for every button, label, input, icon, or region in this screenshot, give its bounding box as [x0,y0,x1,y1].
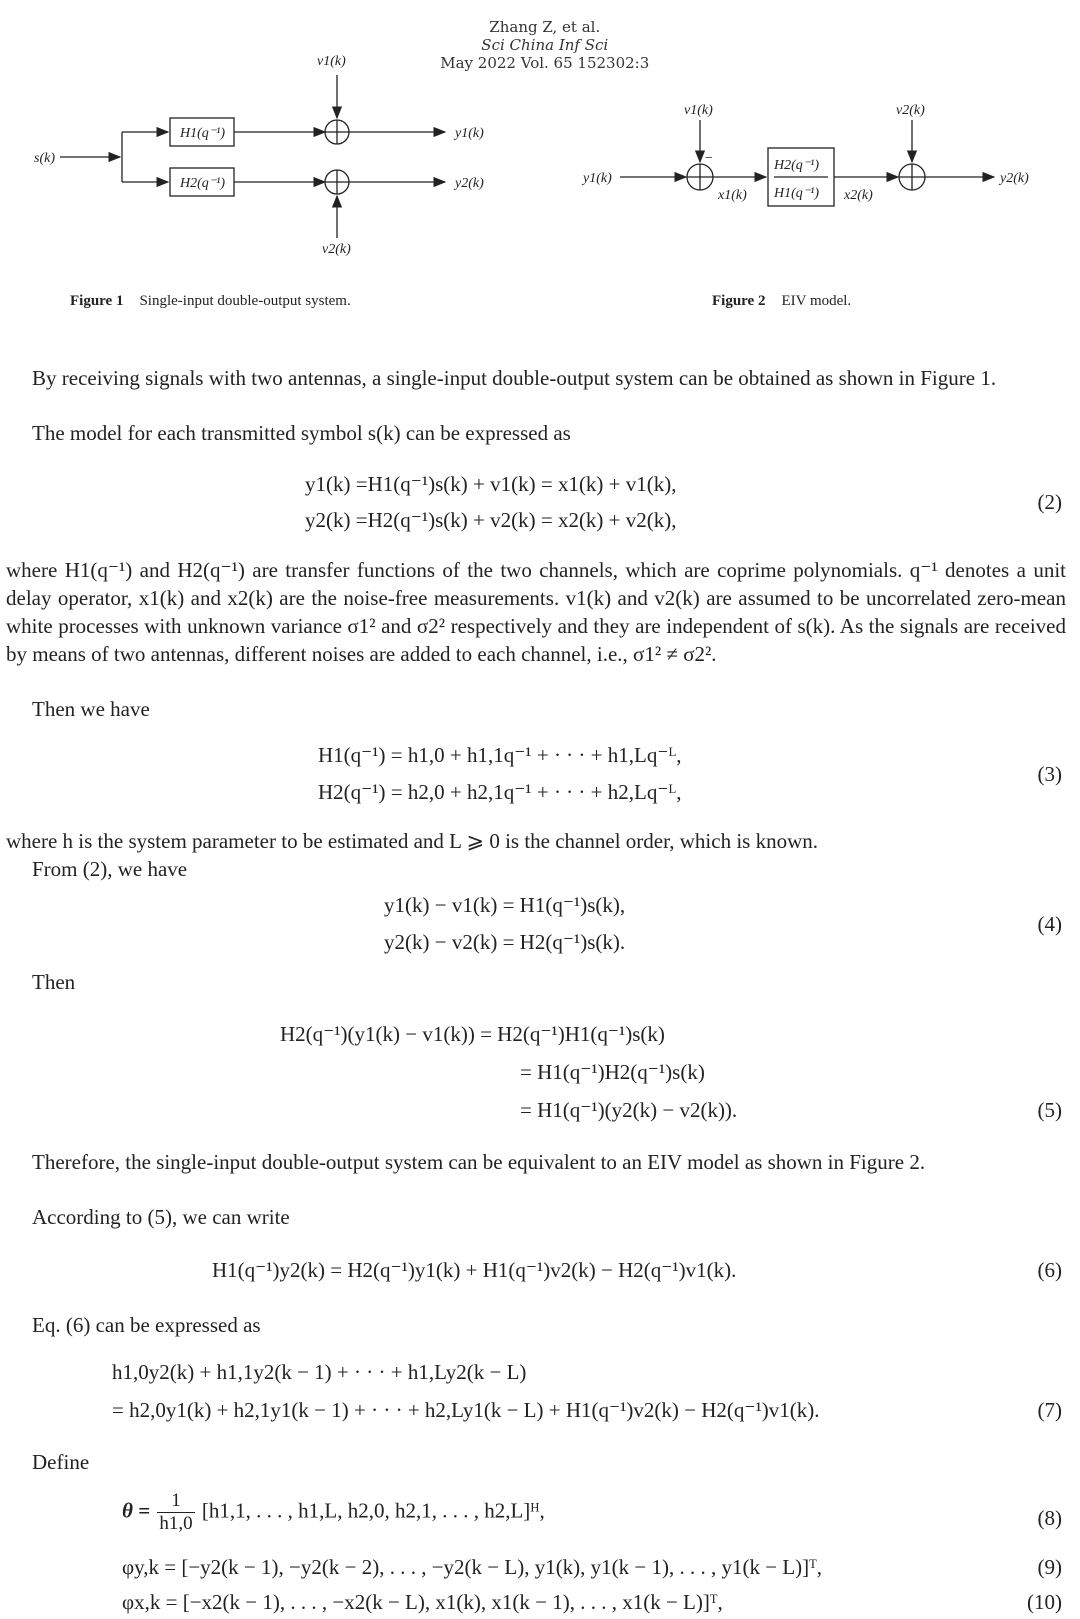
paragraph-4: Then we have [32,697,150,721]
eq8-frac-numerator: 1 [157,1490,194,1513]
fig1-h2-label: H2(q⁻¹) [180,176,226,191]
fig2-minus-sign: − [704,151,714,166]
eq4-line2: y2(k) − v2(k) = H2(q⁻¹)s(k). [384,930,626,954]
header-journal: Sci China Inf Sci [481,36,609,54]
eq8-lhs: θ = [122,1498,151,1523]
fig2-v2-label: v2(k) [896,103,925,118]
eq8-frac-denominator: h1,0 [159,1513,193,1534]
eq3-number: (3) [1037,762,1062,786]
eq6-number: (6) [1037,1258,1062,1282]
eq7-line1: h1,0y2(k) + h1,1y2(k − 1) + · · · + h1,Ly2(k − L) [112,1360,527,1384]
eq2-line1: y1(k) =H1(q⁻¹)s(k) + v1(k) = x1(k) + v1(k), [305,472,677,496]
eq5-line3: = H1(q⁻¹)(y2(k) − v2(k)). [520,1098,738,1122]
fig2-block-numerator: H2(q⁻¹) [774,158,820,173]
eq8 [122,1490,545,1535]
paragraph-7: Then [32,970,76,994]
eq9: φy,k = [−y2(k − 1), −y2(k − 2), . . . , −y2(k − L), y1(k), y1(k − 1), . . . , y1(k − L)]ᵀ, [122,1555,823,1579]
eq3-line2: H2(q⁻¹) = h2,0 + h2,1q⁻¹ + · · · + h2,Lq⁻ᴸ, [318,780,682,804]
paragraph-9: According to (5), we can write [32,1205,290,1229]
figure2-caption [712,293,851,310]
figure1-caption [70,293,351,310]
paragraph-3: where H1(q⁻¹) and H2(q⁻¹) are transfer functions of the two channels, which are coprime polynomials. q⁻¹ denotes a unit delay operator, x1(k) and x2(k) are the noise-free measurements. v1(k) and v2(k) are assumed to be uncorrelated zero-mean white processes with unknown variance σ1² and σ2² respectively and they are independent of s(k). As the signals are received by means of two antennas, different noises are added to each channel, i.e., σ1² ≠ σ2². [6,558,1066,666]
fig1-v1-label: v1(k) [317,54,346,69]
eq10-number: (10) [1027,1590,1062,1614]
eq2-line2: y2(k) =H2(q⁻¹)s(k) + v2(k) = x2(k) + v2(k), [305,508,677,532]
eq4-line1: y1(k) − v1(k) = H1(q⁻¹)s(k), [384,893,626,917]
fig1-y2-label: y2(k) [455,176,484,191]
eq5-line1: H2(q⁻¹)(y1(k) − v1(k)) = H2(q⁻¹)H1(q⁻¹)s(k) [280,1022,665,1046]
paragraph-2: The model for each transmitted symbol s(k) can be expressed as [32,421,571,445]
fig2-x2-label: x2(k) [844,188,873,203]
eq8-number: (8) [1037,1506,1062,1530]
header-authors: Zhang Z, et al. [489,18,601,36]
header-issue: May 2022 Vol. 65 152302:3 [440,54,650,72]
fig1-input-label: s(k) [34,151,55,166]
figures-diagram [0,40,1080,290]
fig2-x1-label: x1(k) [718,188,747,203]
eq8-fraction [157,1490,194,1535]
fig1-v2-label: v2(k) [322,242,351,257]
paragraph-8: Therefore, the single-input double-output system can be equivalent to an EIV model as shown in Figure 2. [32,1150,926,1174]
fig2-output-label: y2(k) [1000,171,1029,186]
eq8-rhs: [h1,1, . . . , h1,L, h2,0, h2,1, . . . , h2,L]ᴴ, [201,1498,545,1523]
figure2-caption-text: EIV model. [781,293,852,309]
figure1-label: Figure 1 [70,293,124,309]
paragraph-5: where h is the system parameter to be estimated and L ⩾ 0 is the channel order, which is known. [6,829,818,853]
eq2-number: (2) [1037,490,1062,514]
eq9-number: (9) [1037,1555,1062,1579]
figure1-caption-text: Single-input double-output system. [139,293,351,309]
paragraph-1: By receiving signals with two antennas, a single-input double-output system can be obtained as shown in Figure 1. [32,366,997,390]
eq10: φx,k = [−x2(k − 1), . . . , −x2(k − L), x1(k), x1(k − 1), . . . , x1(k − L)]ᵀ, [122,1590,723,1614]
eq7-line2: = h2,0y1(k) + h2,1y1(k − 1) + · · · + h2,Ly1(k − L) + H1(q⁻¹)v2(k) − H2(q⁻¹)v1(k). [112,1398,820,1422]
eq7-number: (7) [1037,1398,1062,1422]
eq6: H1(q⁻¹)y2(k) = H2(q⁻¹)y1(k) + H1(q⁻¹)v2(k) − H2(q⁻¹)v1(k). [212,1258,737,1282]
fig1-y1-label: y1(k) [455,126,484,141]
eq3-line1: H1(q⁻¹) = h1,0 + h1,1q⁻¹ + · · · + h1,Lq⁻ᴸ, [318,743,682,767]
eq4-number: (4) [1037,912,1062,936]
paragraph-6: From (2), we have [32,857,188,881]
paragraph-10: Eq. (6) can be expressed as [32,1313,261,1337]
eq5-number: (5) [1037,1098,1062,1122]
paragraph-11: Define [32,1450,90,1474]
fig2-input-label: y1(k) [583,171,612,186]
figure2-label: Figure 2 [712,293,766,309]
fig2-block-denominator: H1(q⁻¹) [774,186,820,201]
eq5-line2: = H1(q⁻¹)H2(q⁻¹)s(k) [520,1060,705,1084]
fig1-h1-label: H1(q⁻¹) [180,126,226,141]
fig2-v1-label: v1(k) [684,103,713,118]
